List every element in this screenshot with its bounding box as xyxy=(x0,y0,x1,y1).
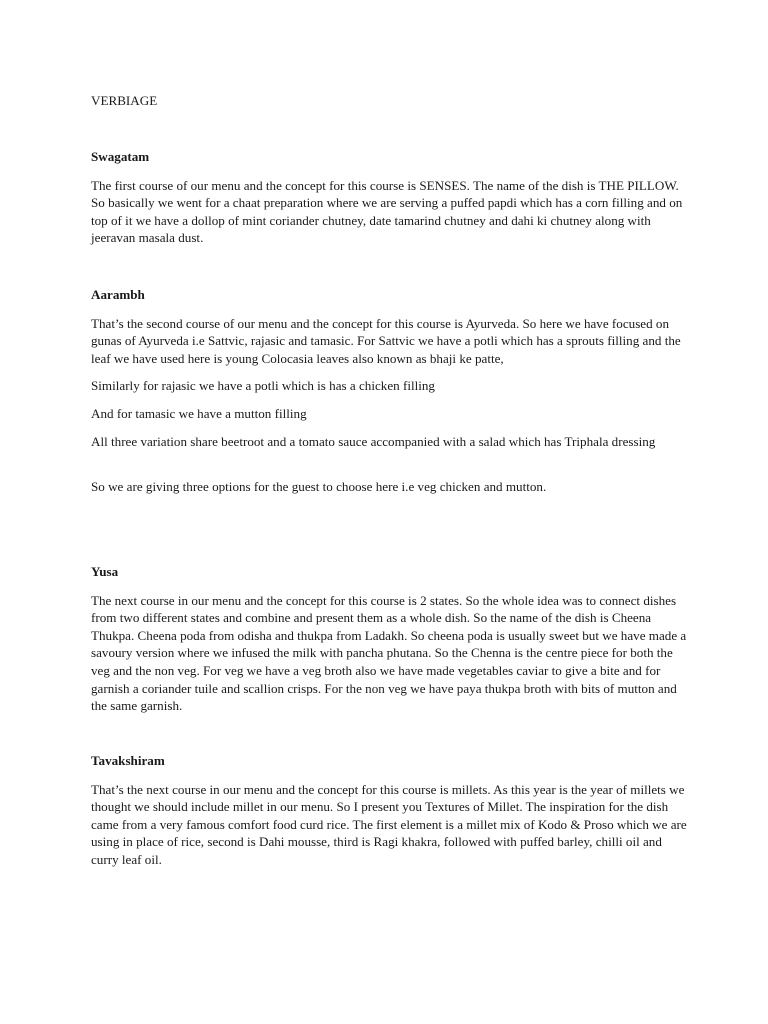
section-paragraph: So we are giving three options for the guest to choose here i.e veg chicken and mutton. xyxy=(91,479,547,495)
section-aarambh xyxy=(91,286,689,506)
section-paragraph: That’s the second course of our menu and the concept for this course is Ayurveda. So here we have focused on gunas of Ayurveda i.e Sattvic, rajasic and tamasic. For Sattvic we have a potli which has a sprouts filling and the leaf we have used here is young Colocasia leaves also known as bhaji ke patte, xyxy=(91,315,681,366)
section-paragraph: The first course of our menu and the concept for this course is SENSES. The name of the dish is THE PILLOW. So basically we went for a chaat preparation where we are serving a puffed papdi which has a corn filling and on top of it we have a dollop of mint coriander chutney, date tamarind chutney and dahi ki chutney along with jeeravan masala dust. xyxy=(91,177,683,246)
section-tavakshiram xyxy=(91,752,689,879)
section-heading: Swagatam xyxy=(91,149,150,164)
section-heading: Tavakshiram xyxy=(91,753,165,768)
section-heading: Yusa xyxy=(91,564,119,579)
document-title: VERBIAGE xyxy=(91,93,158,108)
section-paragraph: Similarly for rajasic we have a potli which is has a chicken filling xyxy=(91,378,435,394)
section-paragraph: All three variation share beetroot and a tomato sauce accompanied with a salad which has Triphala dressing xyxy=(91,433,656,449)
section-yusa xyxy=(91,563,689,725)
section-heading: Aarambh xyxy=(91,287,145,302)
section-paragraph: That’s the next course in our menu and the concept for this course is millets. As this year is the year of millets we thought we should include millet in our menu. So I present you Textures of Millet. The inspiration for the dish came from a very famous comfort food curd rice. The first element is a millet mix of Kodo & Proso which we are using in place of rice, second is Dahi mousse, third is Ragi khakra, followed with puffed barley, chilli oil and curry leaf oil. xyxy=(91,781,687,867)
section-swagatam xyxy=(91,148,689,257)
section-paragraph: The next course in our menu and the concept for this course is 2 states. So the whole idea was to connect dishes from two different states and combine and present them as a whole dish. So the name of the dish is Cheena Thukpa. Cheena poda from odisha and thukpa from Ladakh. So cheena poda is usually sweet but we have made a savoury version where we infused the milk with pancha phutana. So the Chenna is the centre piece for both the veg and the non veg. For veg we have a veg broth also we have made vegetables caviar to give a bite and for garnish a coriander tuile and scallion crisps. For the non veg we have paya thukpa broth with bits of mutton and the same garnish. xyxy=(91,592,687,714)
section-paragraph: And for tamasic we have a mutton filling xyxy=(91,405,307,421)
